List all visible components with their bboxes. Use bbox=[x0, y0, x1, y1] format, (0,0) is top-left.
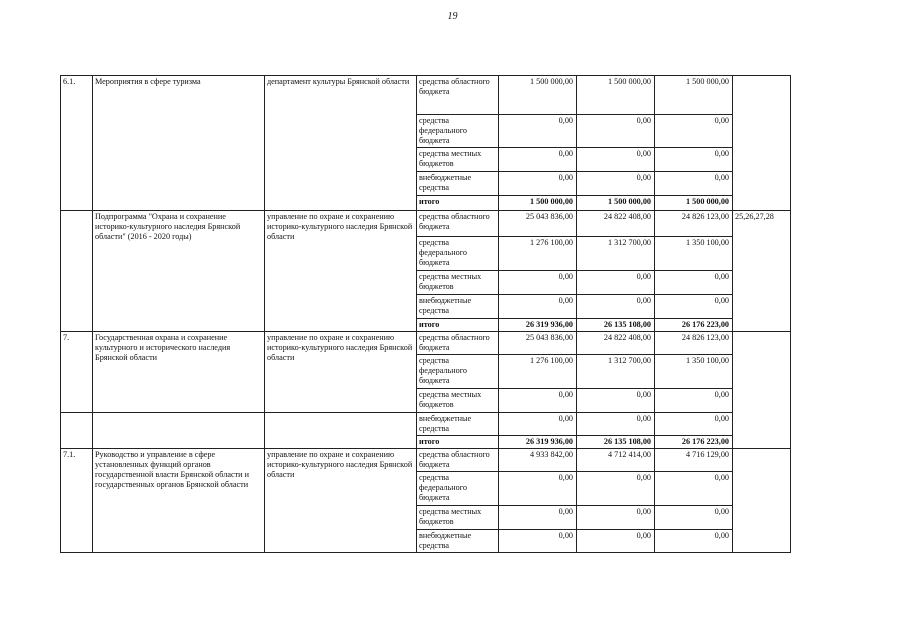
amount-v2: 24 822 408,00 bbox=[577, 211, 655, 237]
amount-v1: 0,00 bbox=[499, 271, 577, 295]
amount-v1: 0,00 bbox=[499, 530, 577, 553]
funding-source: внебюджетные средства bbox=[417, 413, 499, 436]
section-name: Подпрограмма "Охрана и сохранение историко-культурного наследия Брянской области" (2016 - 2020 годы) bbox=[93, 211, 265, 332]
funding-source: средства областного бюджета bbox=[417, 211, 499, 237]
page-number: 19 bbox=[447, 11, 458, 22]
section-name: Мероприятия в сфере туризма bbox=[93, 76, 265, 211]
amount-v1: 0,00 bbox=[499, 472, 577, 506]
funding-source: средства областного бюджета bbox=[417, 332, 499, 355]
amount-v2: 1 500 000,00 bbox=[577, 196, 655, 211]
indicator-codes bbox=[733, 332, 791, 449]
amount-v2: 4 712 414,00 bbox=[577, 449, 655, 472]
amount-v3: 0,00 bbox=[655, 389, 733, 413]
amount-v2: 26 135 108,00 bbox=[577, 319, 655, 332]
funding-source: средства федерального бюджета bbox=[417, 472, 499, 506]
funding-source: средства областного бюджета bbox=[417, 76, 499, 115]
amount-v1: 25 043 836,00 bbox=[499, 332, 577, 355]
section-executor: управление по охране и сохранению историко-культурного наследия Брянской области bbox=[265, 449, 417, 553]
amount-v3: 26 176 223,00 bbox=[655, 436, 733, 449]
amount-v1: 0,00 bbox=[499, 413, 577, 436]
section-number: 7. bbox=[61, 332, 93, 413]
funding-source: средства областного бюджета bbox=[417, 449, 499, 472]
amount-v3: 24 826 123,00 bbox=[655, 211, 733, 237]
amount-v2: 0,00 bbox=[577, 115, 655, 148]
amount-v3: 24 826 123,00 bbox=[655, 332, 733, 355]
section-number bbox=[61, 211, 93, 332]
amount-v3: 26 176 223,00 bbox=[655, 319, 733, 332]
amount-v3: 0,00 bbox=[655, 295, 733, 319]
table-row bbox=[61, 76, 791, 115]
funding-source: средства местных бюджетов bbox=[417, 506, 499, 530]
section-name: Государственная охрана и сохранение культурного и исторического наследия Брянской области bbox=[93, 332, 265, 413]
amount-v3: 0,00 bbox=[655, 472, 733, 506]
table-row bbox=[61, 449, 791, 472]
amount-v2: 0,00 bbox=[577, 172, 655, 196]
amount-v2: 0,00 bbox=[577, 530, 655, 553]
amount-v1: 0,00 bbox=[499, 148, 577, 172]
section-number: 6.1. bbox=[61, 76, 93, 211]
budget-table bbox=[60, 75, 791, 553]
amount-v3: 0,00 bbox=[655, 115, 733, 148]
amount-v2: 1 312 700,00 bbox=[577, 237, 655, 271]
indicator-codes bbox=[733, 449, 791, 553]
funding-source: средства федерального бюджета bbox=[417, 237, 499, 271]
amount-v1: 0,00 bbox=[499, 389, 577, 413]
section-number: 7.1. bbox=[61, 449, 93, 553]
amount-v2: 0,00 bbox=[577, 472, 655, 506]
table-row bbox=[61, 413, 791, 436]
amount-v2: 0,00 bbox=[577, 389, 655, 413]
amount-v1: 1 276 100,00 bbox=[499, 237, 577, 271]
indicator-codes bbox=[733, 76, 791, 211]
amount-v3: 1 500 000,00 bbox=[655, 196, 733, 211]
amount-v2: 24 822 408,00 bbox=[577, 332, 655, 355]
amount-v1: 0,00 bbox=[499, 172, 577, 196]
amount-v2: 0,00 bbox=[577, 295, 655, 319]
funding-source: средства местных бюджетов bbox=[417, 389, 499, 413]
amount-v3: 0,00 bbox=[655, 148, 733, 172]
amount-v3: 1 500 000,00 bbox=[655, 76, 733, 115]
section-number bbox=[61, 413, 93, 449]
funding-source: средства федерального бюджета bbox=[417, 355, 499, 389]
amount-v2: 1 500 000,00 bbox=[577, 76, 655, 115]
section-name: Руководство и управление в сфере установленных функций органов государственной власти Брянской области и государственных органов Брянской области bbox=[93, 449, 265, 553]
amount-v2: 0,00 bbox=[577, 413, 655, 436]
section-name bbox=[93, 413, 265, 449]
table-row bbox=[61, 211, 791, 237]
amount-v3: 0,00 bbox=[655, 271, 733, 295]
section-executor bbox=[265, 413, 417, 449]
funding-source: внебюджетные средства bbox=[417, 295, 499, 319]
amount-v3: 1 350 100,00 bbox=[655, 355, 733, 389]
section-executor: управление по охране и сохранению историко-культурного наследия Брянской области bbox=[265, 332, 417, 413]
amount-v1: 26 319 936,00 bbox=[499, 319, 577, 332]
amount-v3: 0,00 bbox=[655, 172, 733, 196]
funding-source: итого bbox=[417, 319, 499, 332]
amount-v3: 0,00 bbox=[655, 506, 733, 530]
indicator-codes: 25,26,27,28 bbox=[733, 211, 791, 332]
amount-v2: 0,00 bbox=[577, 148, 655, 172]
section-executor: департамент культуры Брянской области bbox=[265, 76, 417, 211]
table-row bbox=[61, 332, 791, 355]
amount-v1: 4 933 842,00 bbox=[499, 449, 577, 472]
funding-source: итого bbox=[417, 436, 499, 449]
amount-v3: 1 350 100,00 bbox=[655, 237, 733, 271]
amount-v1: 0,00 bbox=[499, 115, 577, 148]
amount-v3: 0,00 bbox=[655, 413, 733, 436]
amount-v1: 1 500 000,00 bbox=[499, 196, 577, 211]
funding-source: внебюджетные средства bbox=[417, 530, 499, 553]
amount-v2: 0,00 bbox=[577, 506, 655, 530]
amount-v2: 1 312 700,00 bbox=[577, 355, 655, 389]
amount-v1: 0,00 bbox=[499, 295, 577, 319]
funding-source: средства федерального бюджета bbox=[417, 115, 499, 148]
amount-v3: 4 716 129,00 bbox=[655, 449, 733, 472]
amount-v1: 26 319 936,00 bbox=[499, 436, 577, 449]
amount-v3: 0,00 bbox=[655, 530, 733, 553]
amount-v2: 26 135 108,00 bbox=[577, 436, 655, 449]
amount-v1: 25 043 836,00 bbox=[499, 211, 577, 237]
amount-v2: 0,00 bbox=[577, 271, 655, 295]
amount-v1: 0,00 bbox=[499, 506, 577, 530]
section-executor: управление по охране и сохранению историко-культурного наследия Брянской области bbox=[265, 211, 417, 332]
funding-source: внебюджетные средства bbox=[417, 172, 499, 196]
amount-v1: 1 276 100,00 bbox=[499, 355, 577, 389]
funding-source: средства местных бюджетов bbox=[417, 148, 499, 172]
funding-source: итого bbox=[417, 196, 499, 211]
amount-v1: 1 500 000,00 bbox=[499, 76, 577, 115]
funding-source: средства местных бюджетов bbox=[417, 271, 499, 295]
